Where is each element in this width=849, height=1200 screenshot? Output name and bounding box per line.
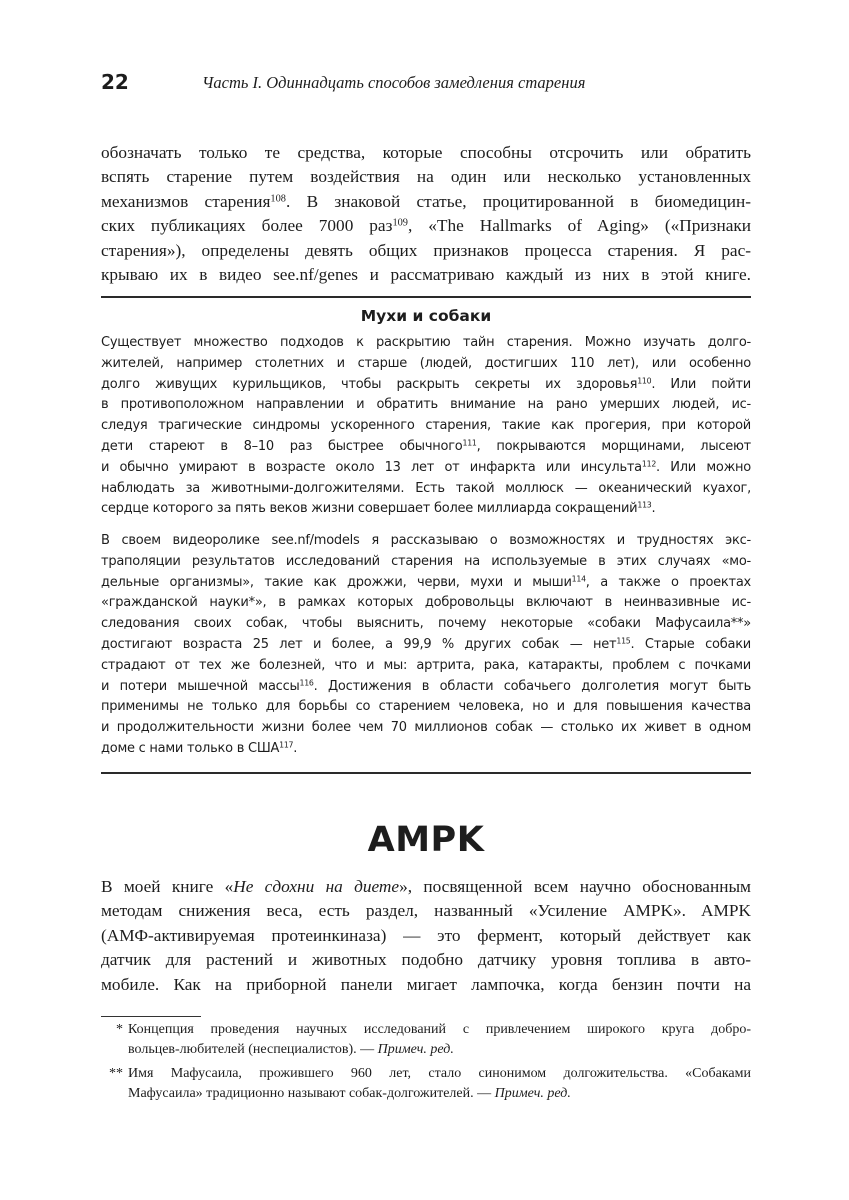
box-paragraph-2 xyxy=(101,531,751,760)
text-line: обозначать только те средства, которые способны отсрочить или обратить xyxy=(101,143,751,162)
text-line: вспять старение путем воздействия на один или несколько установленных xyxy=(101,167,751,187)
text-line: методам снижения веса, есть раздел, названный «Усиление AMPK». AMPK xyxy=(101,901,751,921)
intro-paragraph xyxy=(101,141,751,287)
text-line: В своем видеоролике see.nf/models я рассказываю о возможностях и трудностях экс- xyxy=(101,533,751,548)
section-paragraph xyxy=(101,875,751,997)
text-line: старения»), определены девять общих признаков процесса старения. Я рас- xyxy=(101,240,751,260)
footnote-ref: 110 xyxy=(637,376,652,386)
box-bottom-rule xyxy=(101,772,751,774)
text-line: механизмов старения$^{108}$. В знаковой статье, процитированной в биомедицин- xyxy=(101,191,751,211)
text-line: страдают от тех же болезней, что и мы: артрита, рака, катаракты, проблем с почками xyxy=(101,657,751,673)
text-line: наблюдать за животными-долгожителями. Есть такой моллюск — океанический куахог, xyxy=(101,480,751,496)
footnote-ref: 108 xyxy=(270,193,286,205)
footnote-separator xyxy=(101,1016,201,1017)
footnote-ref: 115 xyxy=(616,636,631,646)
box-paragraph-1 xyxy=(101,333,751,520)
text-line: дети стареют в 8–10 раз быстрее обычного$^{111}$, покрываются морщинами, лысеют xyxy=(101,438,751,454)
footnote-mark: ** xyxy=(109,1066,123,1081)
text-line: Концепция проведения научных исследований с привлечением широкого круга добро- xyxy=(128,1022,751,1037)
text-line: датчик для растений и животных подобно датчику уровня топлива в авто- xyxy=(101,950,751,970)
footnote-ref: 109 xyxy=(392,217,408,229)
text-line: сердце которого за пять веков жизни совершает более миллиарда сокращений$^{113}$. xyxy=(101,501,656,517)
text-line: долго живущих курильщиков, чтобы раскрыть секреты их здоровья$^{110}$. Или пойти xyxy=(101,376,751,392)
text-line: Существует множество подходов к раскрытию тайн старения. Можно изучать долго- xyxy=(101,335,751,350)
text-line: Мафусаила» традиционно называют собак-долгожителей. — Примеч. ред. xyxy=(128,1086,571,1101)
footnote-mark: * xyxy=(116,1022,123,1037)
text-line: ских публикациях более 7000 раз$^{109}$, «The Hallmarks of Aging» («Признаки xyxy=(101,216,752,236)
text-line: и обычно умирают в возрасте около 13 лет от инфаркта или инсульта$^{112}$. Или можно xyxy=(101,459,751,475)
page-number: 22 xyxy=(101,70,129,94)
text-line: Имя Мафусаила, прожившего 960 лет, стало синонимом долгожительства. «Собаками xyxy=(128,1066,751,1081)
text-line: В моей книге «Не сдохни на диете», посвященной всем научно обоснованным xyxy=(101,877,751,896)
text-line: и потери мышечной массы$^{116}$. Достижения в области собачьего долголетия могут быть xyxy=(101,678,751,694)
footnote-2 xyxy=(101,1064,751,1104)
book-title: Не сдохни на диете xyxy=(233,877,400,896)
text-line: достигают возраста 25 лет и более, а 99,9 % других собак — нет$^{115}$. Старые собаки xyxy=(101,636,751,652)
text-line: (АМФ-активируемая протеинкиназа) — это фермент, который действует как xyxy=(101,925,751,945)
footnote-ref: 112 xyxy=(641,459,657,469)
text-line: мобиле. Как на приборной панели мигает лампочка, когда бензин почти на xyxy=(101,974,751,994)
text-line: и продолжительности жизни более чем 70 миллионов собак — столько их живет в одном xyxy=(101,720,751,736)
box-top-rule xyxy=(101,296,751,298)
text-line: дельные организмы», такие как дрожжи, черви, мухи и мыши$^{114}$, а также о проектах xyxy=(101,574,751,590)
text-line: крываю их в видео see.nf/genes и рассматриваю каждый из них в этой книге. xyxy=(101,265,751,285)
footnote-1 xyxy=(101,1020,751,1060)
text-line: доме с нами только в США$^{117}$. xyxy=(101,740,298,756)
text-line: применимы не только для борьбы со старением человека, но и для повышения качества xyxy=(101,699,751,715)
footnote-ref: 113 xyxy=(637,501,652,511)
footnote-ref: 116 xyxy=(299,678,314,688)
footnote-ref: 111 xyxy=(462,438,477,448)
text-line: вольцев-любителей (неспециалистов). — Примеч. ред. xyxy=(128,1042,454,1057)
running-head: Часть I. Одиннадцать способов замедления старения xyxy=(202,73,586,92)
text-line: жителей, например столетних и старше (людей, достигших 110 лет), или особенно xyxy=(101,355,751,371)
text-line: «гражданской науки*», в рамках которых добровольцы включают в неинвазивные ис- xyxy=(101,595,751,611)
text-line: траполяции результатов исследований старения на используемые в этих случаях «мо- xyxy=(101,553,751,569)
text-line: следуя трагические синдромы ускоренного старения, такие как прогерия, при которой xyxy=(101,418,751,434)
footnote-ref: 114 xyxy=(571,574,586,584)
text-line: в противоположном направлении и обратить внимание на рано умерших людей, ис- xyxy=(101,397,751,413)
box-title: Мухи и собаки xyxy=(360,307,492,325)
text-line: следования своих собак, чтобы выяснить, почему некоторые «собаки Мафусаила**» xyxy=(101,616,751,632)
section-heading: AMPK xyxy=(367,820,485,860)
footnote-ref: 117 xyxy=(279,740,294,750)
